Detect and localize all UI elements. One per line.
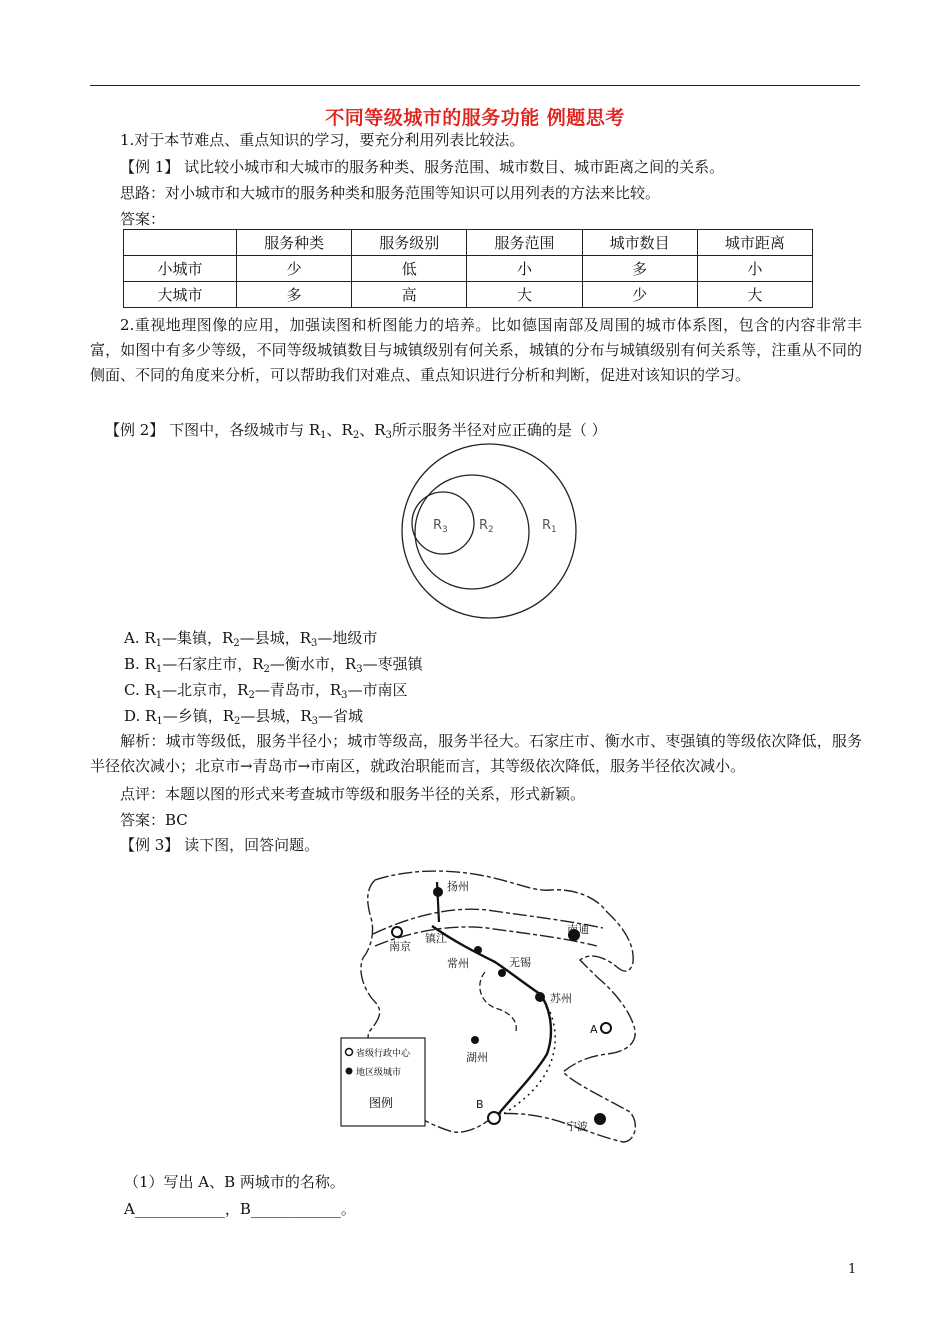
city-dot-changzhou: [474, 946, 482, 954]
service-radius-diagram: [400, 440, 580, 625]
label-huzhou: 湖州: [466, 1051, 488, 1064]
label-nantong: 南通: [567, 923, 589, 936]
table-header-cell: 服务级别: [352, 230, 467, 256]
table-cell: 多: [237, 282, 352, 308]
table-cell: 大: [467, 282, 582, 308]
table-cell: 大: [697, 282, 812, 308]
label-wuxi: 无锡: [509, 956, 531, 969]
comparison-table: [123, 229, 813, 308]
example-1-question: 【例 1】 试比较小城市和大城市的服务种类、服务范围、城市数目、城市距离之间的关系。: [120, 158, 725, 176]
label-ningbo: 宁波: [566, 1120, 588, 1133]
city-dot-huzhou: [471, 1036, 479, 1044]
legend-dot-icon: [346, 1068, 353, 1075]
example-2-comment: 点评：本题以图的形式来考查城市等级和服务半径的关系，形式新颖。: [120, 785, 586, 803]
label-r1: $R_1$: [542, 518, 557, 535]
map-legend: [341, 1038, 425, 1126]
intro-point-2: [90, 313, 862, 388]
city-dot-suzhou: [535, 992, 545, 1002]
label-nanjing: 南京: [389, 940, 411, 953]
table-row: [124, 282, 813, 308]
table-header-cell: [124, 230, 237, 256]
label-b: B: [476, 1098, 484, 1111]
legend-provincial-label: 省级行政中心: [356, 1049, 411, 1059]
example-2-question: 【例 2】 下图中，各级城市与 $R_1$、$R_2$、$R_3$所示服务半径对应正确的是（ ）: [105, 421, 607, 441]
page-title: 不同等级城市的服务功能 例题思考: [325, 107, 625, 129]
label-yangzhou: 扬州: [447, 880, 469, 893]
table-cell: 多: [582, 256, 697, 282]
table-header-row: [124, 230, 813, 256]
city-dot-yangzhou: [433, 887, 443, 897]
option-c: C. $R_1—$北京市，$R_2—$青岛市，$R_3—$市南区: [124, 681, 408, 701]
table-cell: 低: [352, 256, 467, 282]
table-cell: 小: [467, 256, 582, 282]
example-2-analysis: [90, 729, 862, 779]
city-dot-wuxi: [498, 969, 506, 977]
table-header-cell: 城市距离: [697, 230, 812, 256]
table-cell: 少: [237, 256, 352, 282]
label-r3: $R_3$: [433, 518, 448, 535]
table-row: [124, 256, 813, 282]
example-1-answer-label: 答案：: [120, 210, 166, 228]
label-a: A: [590, 1023, 598, 1036]
legend-prefecture-label: 地区级城市: [356, 1068, 402, 1078]
table-cell: 高: [352, 282, 467, 308]
shoreline-hatching: [495, 1012, 555, 1120]
table-header-cell: 服务种类: [237, 230, 352, 256]
city-ring-a: [601, 1023, 611, 1033]
analysis-text: 解析：城市等级低，服务半径小；城市等级高，服务半径大。石家庄市、衡水市、枣强镇的等级依次降低，服务半径依次减小；北京市→青岛市→市南区，就政治职能而言，其等级依次降低，服务半径依次减小。: [90, 732, 862, 775]
table-cell: 小: [697, 256, 812, 282]
table-cell: 小城市: [124, 256, 237, 282]
example-3-question: 【例 3】 读下图，回答问题。: [120, 836, 320, 854]
example-3-answer-blanks: A____________，B____________。: [124, 1200, 356, 1218]
yangtze-delta-city-map: [335, 862, 645, 1144]
legend-title: 图例: [369, 1096, 394, 1110]
table-header-cell: 服务范围: [467, 230, 582, 256]
table-cell: 大城市: [124, 282, 237, 308]
label-zhenjiang: 镇江: [425, 932, 447, 945]
page-number: 1: [848, 1262, 857, 1277]
label-suzhou: 苏州: [550, 992, 572, 1005]
city-ring-b: [488, 1112, 500, 1124]
option-b: B. $R_1—$石家庄市，$R_2—$衡水市，$R_3—$枣强镇: [124, 655, 423, 675]
example-1-thinking: 思路：对小城市和大城市的服务种类和服务范围等知识可以用列表的方法来比较。: [120, 184, 661, 202]
example-2-answer: 答案：BC: [120, 811, 188, 829]
example-3-subquestion-1: （1）写出 A、B 两城市的名称。: [124, 1173, 345, 1191]
circle-r3: [412, 492, 474, 554]
label-r2: $R_2$: [479, 518, 494, 535]
table-cell: 少: [582, 282, 697, 308]
header-rule: [90, 85, 860, 86]
city-ring-nanjing: [392, 927, 402, 937]
city-dot-ningbo: [594, 1113, 606, 1125]
railway-main-line: [432, 926, 551, 1118]
intro-point-2-text: 2.重视地理图像的应用，加强读图和析图能力的培养。比如德国南部及周围的城市体系图，包含的内容非常丰富，如图中有多少等级，不同等级城镇数目与城镇级别有何关系，城镇的分布与城镇级别有何关系等，注重从不同的侧面、不同的角度来分析，可以帮助我们对难点、重点知识进行分析和判断，促进对该知识的学习。: [90, 316, 862, 384]
label-changzhou: 常州: [447, 957, 469, 970]
legend-ring-icon: [346, 1049, 353, 1056]
taihu-lake-outline: [480, 972, 517, 1034]
intro-point-1: 1.对于本节难点、重点知识的学习，要充分利用列表比较法。: [120, 131, 525, 149]
table-header-cell: 城市数目: [582, 230, 697, 256]
option-a: A. $R_1—$集镇，$R_2—$县城，$R_3—$地级市: [124, 629, 378, 649]
option-d: D. $R_1—$乡镇，$R_2—$县城，$R_3—$省城: [124, 707, 364, 727]
